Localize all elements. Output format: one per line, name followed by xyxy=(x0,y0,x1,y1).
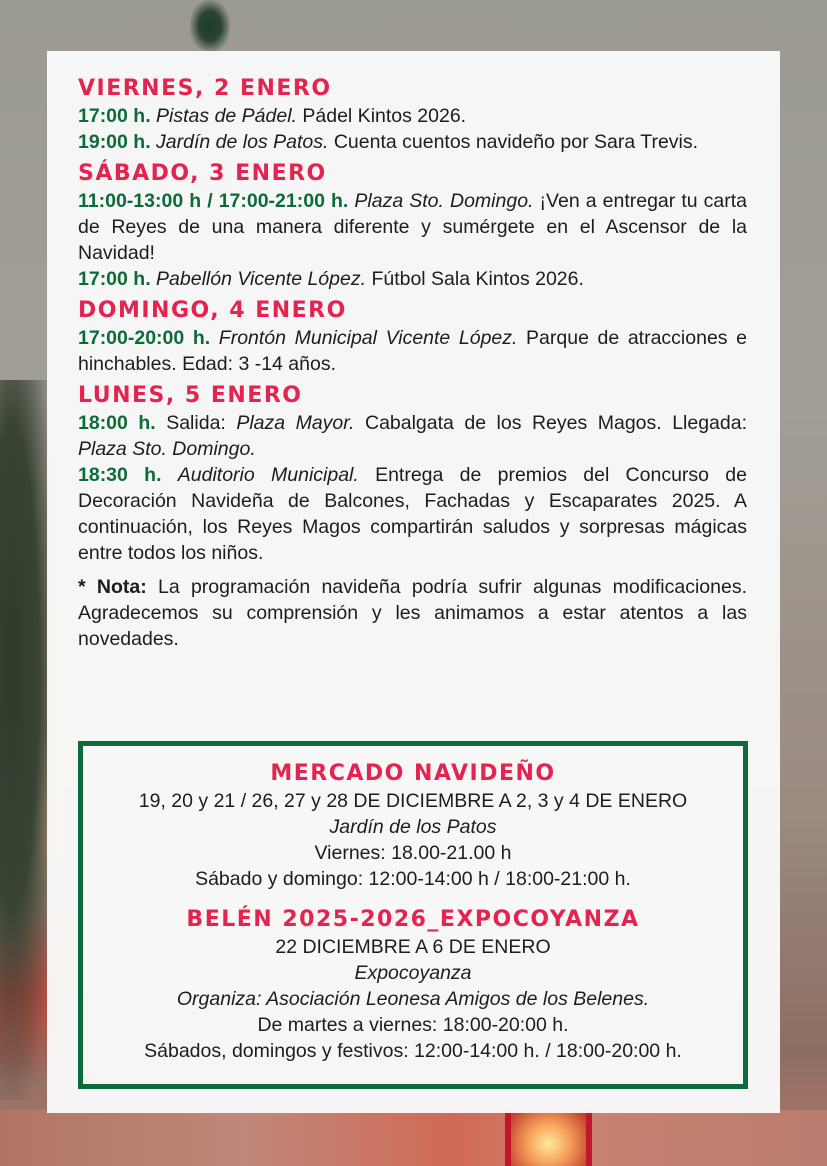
section-hours: Sábados, domingos y festivos: 12:00-14:00 h. / 18:00-20:00 h. xyxy=(144,1040,682,1062)
note-text: La programación navideña podría sufrir algunas modificaciones. Agradecemos su comprensión y les animamos a estar atentos a las novedades. xyxy=(78,576,748,650)
event-place: Pabellón Vicente López. xyxy=(156,268,367,290)
note-label: Nota: xyxy=(96,576,147,598)
note xyxy=(78,574,747,652)
event-desc: Pádel Kintos 2026. xyxy=(302,105,467,127)
day-title: DOMINGO, 4 ENERO xyxy=(78,298,347,323)
day-title: VIERNES, 2 ENERO xyxy=(78,76,332,101)
event-time: 17:00 h. xyxy=(78,105,151,127)
tree-top-image xyxy=(190,0,230,52)
event-desc: Entrega de premios del Concurso de Decoración Navideña de Balcones, Fachadas y Escaparates 2025. A continuación, los Reyes Magos compartirán saludos y sorpresas mágicas entre todos los niños. xyxy=(78,464,747,564)
blanket-background-image xyxy=(0,1110,827,1166)
event xyxy=(78,188,747,266)
section-dates: 22 DICIEMBRE A 6 DE ENERO xyxy=(275,936,551,958)
event-desc: Parque de atracciones e hinchables. Edad: 3 -14 años. xyxy=(78,327,747,375)
event-place: Plaza Sto. Domingo. xyxy=(354,190,534,212)
day-viernes xyxy=(78,75,747,155)
event-time: 18:30 h. xyxy=(78,464,162,486)
event-place: Frontón Municipal Vicente López. xyxy=(218,327,518,349)
event xyxy=(78,103,747,129)
day-lunes xyxy=(78,382,747,566)
event-place: Plaza Mayor. xyxy=(236,412,355,434)
section-place: Jardín de los Patos xyxy=(329,816,497,838)
lantern-image xyxy=(505,1110,592,1166)
event xyxy=(78,266,747,292)
program-panel xyxy=(47,51,780,1113)
section-dates: 19, 20 y 21 / 26, 27 y 28 DE DICIEMBRE A 2, 3 y 4 DE ENERO xyxy=(138,790,688,812)
section-title: MERCADO NAVIDEÑO xyxy=(270,761,556,786)
day-title: LUNES, 5 ENERO xyxy=(78,383,303,408)
section-hours: Sábado y domingo: 12:00-14:00 h / 18:00-21:00 h. xyxy=(195,868,631,890)
event-desc: ¡Ven a entregar tu carta de Reyes de una manera diferente y sumérgete en el Ascensor de la Navidad! xyxy=(78,190,748,264)
program-content xyxy=(78,75,747,672)
event-place: Auditorio Municipal. xyxy=(177,464,359,486)
day-title: SÁBADO, 3 ENERO xyxy=(78,161,327,186)
section-title: BELÉN 2025-2026_EXPOCOYANZA xyxy=(186,907,640,932)
event-time: 17:00 h. xyxy=(78,268,151,290)
event-arrival-place: Plaza Sto. Domingo. xyxy=(78,438,256,460)
event xyxy=(78,129,747,155)
event-place: Pistas de Pádel. xyxy=(156,105,297,127)
day-domingo xyxy=(78,297,747,377)
event-time: 11:00-13:00 h / 17:00-21:00 h. xyxy=(78,190,349,212)
event-desc: Cuenta cuentos navideño por Sara Trevis. xyxy=(333,131,699,153)
section-hours: Viernes: 18.00-21.00 h xyxy=(314,842,512,864)
event-pre: Salida: xyxy=(166,412,226,434)
event-desc: Fútbol Sala Kintos 2026. xyxy=(371,268,584,290)
event-arrival-label: Llegada: xyxy=(672,412,748,434)
event xyxy=(78,410,747,462)
event-time: 18:00 h. xyxy=(78,412,156,434)
event-desc: Cabalgata de los Reyes Magos. xyxy=(364,412,662,434)
section-hours: De martes a viernes: 18:00-20:00 h. xyxy=(257,1014,569,1036)
section-organizer: Organiza: Asociación Leonesa Amigos de los Belenes. xyxy=(176,988,650,1010)
section-place: Expocoyanza xyxy=(354,962,472,984)
note-prefix: * xyxy=(78,576,86,598)
mercado-navideno-section xyxy=(83,760,743,892)
day-sabado xyxy=(78,160,747,292)
event xyxy=(78,462,747,566)
belen-section xyxy=(83,906,743,1064)
event-place: Jardín de los Patos. xyxy=(156,131,329,153)
event-time: 17:00-20:00 h. xyxy=(78,327,211,349)
events-box xyxy=(78,741,748,1089)
event xyxy=(78,325,747,377)
event-time: 19:00 h. xyxy=(78,131,151,153)
